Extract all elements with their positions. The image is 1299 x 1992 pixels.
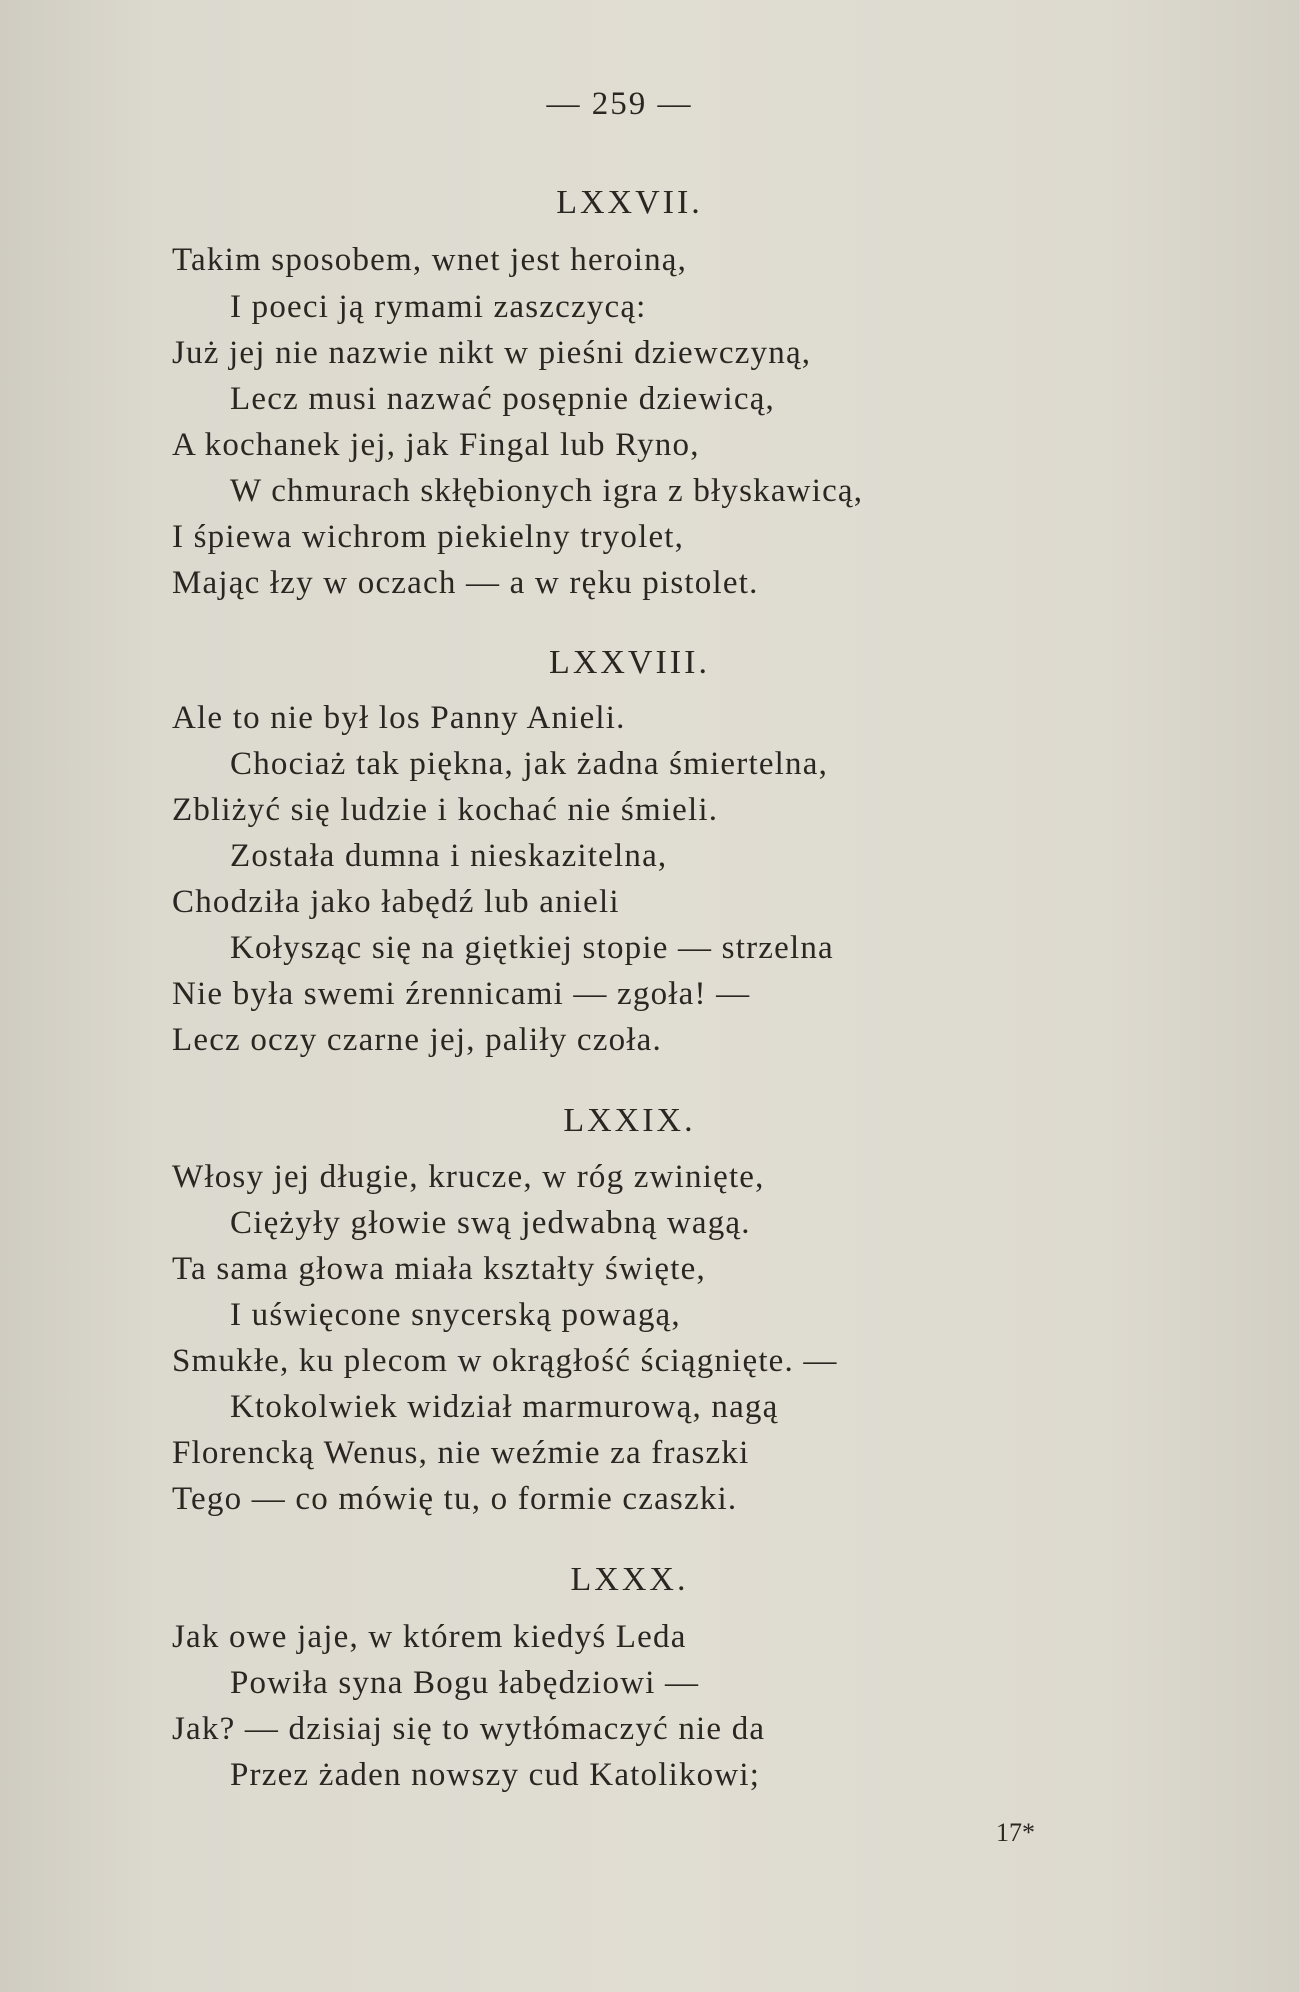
verse-line: Powiła syna Bogu łabędziowi — [230,1665,700,1701]
verse-line: Tego — co mówię tu, o formie czaszki. [172,1481,738,1517]
verse-line: I poeci ją rymami zaszczycą: [230,289,647,325]
verse-line: Przez żaden nowszy cud Katolikowi; [230,1757,761,1793]
verse-line: W chmurach skłębionych igra z błyskawicą, [230,473,864,509]
verse-line: Nie była swemi źrennicami — zgoła! — [172,976,751,1012]
verse-line: Chodziła jako łabędź lub anieli [172,884,620,920]
stanza-title: LXXVIII. [549,644,710,681]
verse-line: Została dumna i nieskazitelna, [230,838,668,874]
verse-line: Ktokolwiek widział marmurową, nagą [230,1389,779,1425]
verse-line: Lecz oczy czarne jej, paliły czoła. [172,1022,662,1058]
verse-line: Ta sama głowa miała kształty święte, [172,1251,706,1287]
verse-line: Jak? — dzisiaj się to wytłómaczyć nie da [172,1711,766,1747]
verse-line: Chociaż tak piękna, jak żadna śmiertelna, [230,746,829,782]
stanza-title: LXXIX. [563,1102,696,1139]
verse-line: Lecz musi nazwać posępnie dziewicą, [230,381,776,417]
verse-line: Florencką Wenus, nie weźmie za fraszki [172,1435,750,1471]
verse-line: Takim sposobem, wnet jest heroiną, [172,242,688,278]
verse-line: Jak owe jaje, w którem kiedyś Leda [172,1619,687,1655]
verse-line: Mając łzy w oczach — a w ręku pistolet. [172,565,759,601]
verse-line: I śpiewa wichrom piekielny tryolet, [172,519,685,555]
verse-line: Już jej nie nazwie nikt w pieśni dziewczyną, [172,335,812,371]
verse-line: Ale to nie był los Panny Anieli. [172,700,626,736]
verse-line: Ciężyły głowie swą jedwabną wagą. [230,1205,751,1241]
verse-line: I uświęcone snycerską powagą, [230,1297,681,1333]
verse-line: Włosy jej długie, krucze, w róg zwinięte, [172,1159,765,1195]
verse-line: A kochanek jej, jak Fingal lub Ryno, [172,427,700,463]
page-number: — 259 — [546,86,693,122]
verse-line: Zbliżyć się ludzie i kochać nie śmieli. [172,792,719,828]
stanza-title: LXXX. [570,1561,689,1598]
verse-line: Kołysząc się na giętkiej stopie — strzelna [230,930,834,966]
stanza-title: LXXVII. [556,184,703,221]
signature-mark: 17* [996,1818,1035,1847]
verse-line: Smukłe, ku plecom w okrągłość ściągnięte. — [172,1343,838,1379]
